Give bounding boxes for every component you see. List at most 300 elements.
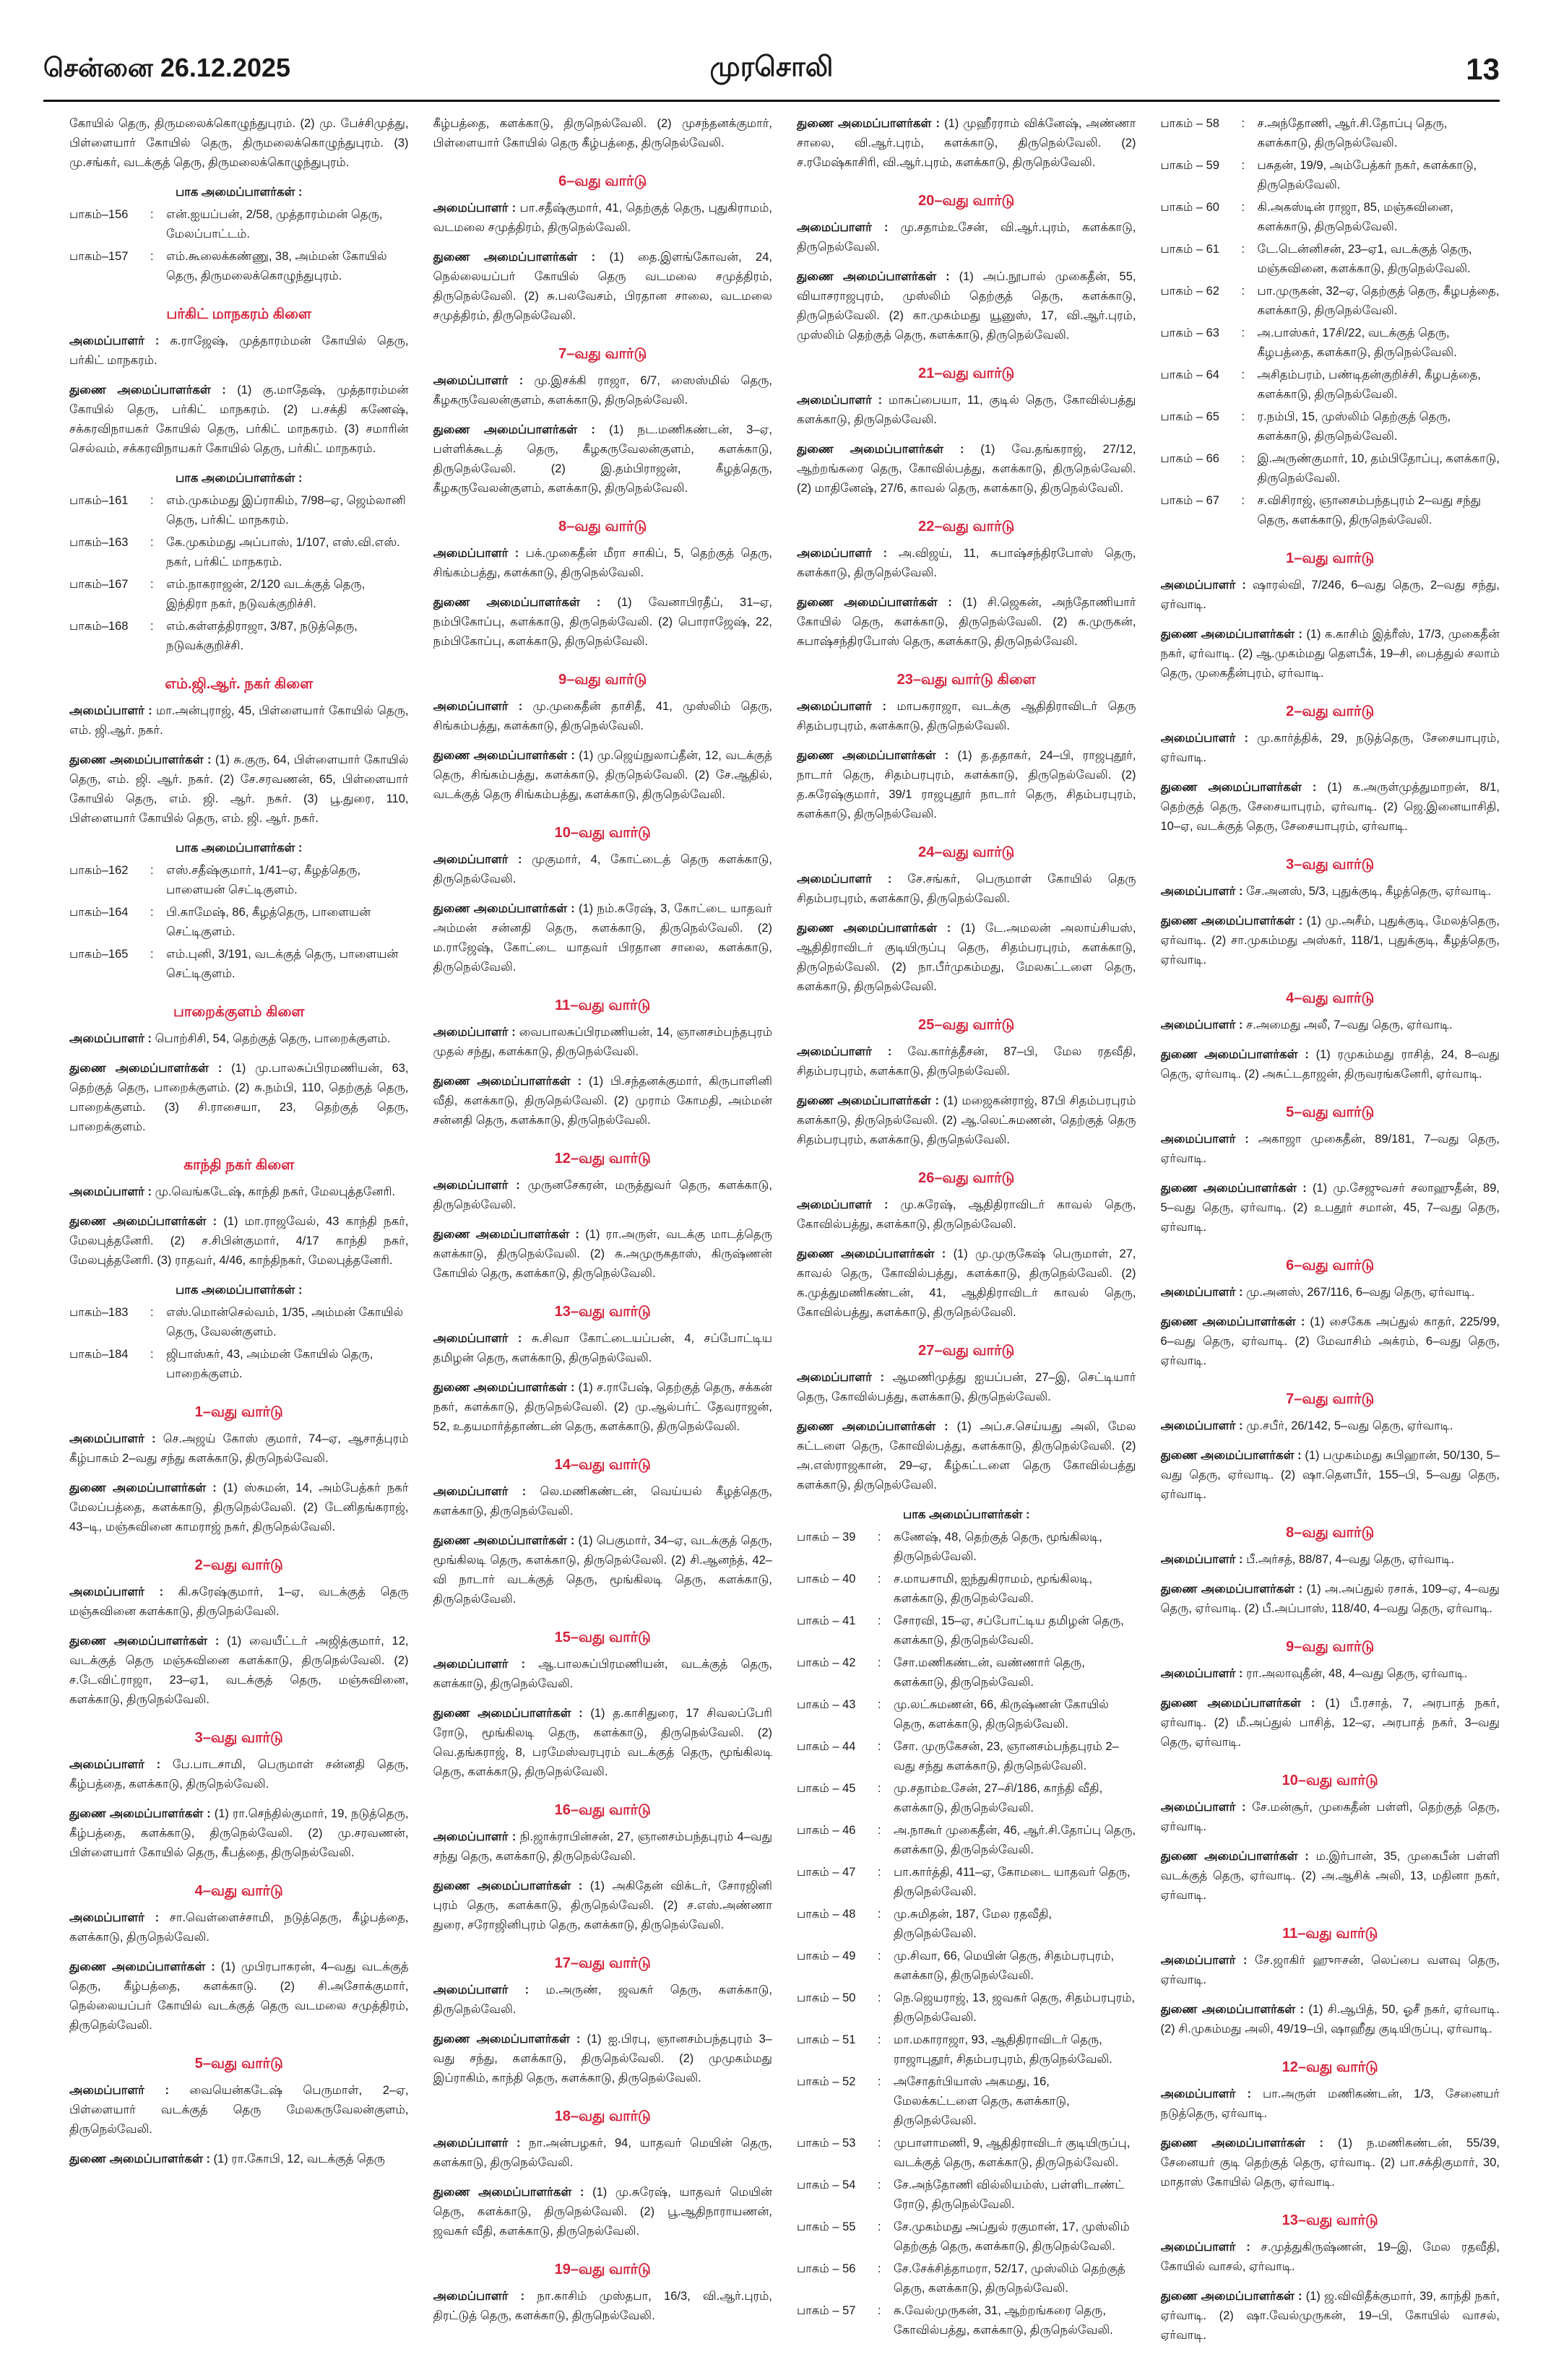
entry-value: (1) பமுகம்மது சுபிஹான், 50/130, 5–வது தெரு, ஏர்வாடி. (2) ஷா.தௌபீர், 155–பி, 5–வது தெரு, ஏர்வாடி. [1160,1449,1500,1501]
list-item: பாகம்–156 : என்.ஐயப்பன், 2/58, முத்தாரம்மன் தெரு, மேலப்பாட்டம். [69,205,409,244]
part-value: ஜிபாஸ்கர், 43, அம்மன் கோயில் தெரு, பாறைக்குளம். [166,1348,373,1380]
deputy-entry [797,114,1136,173]
entry-value: பே.பாடசாமி, பெருமாள் சன்னதி தெரு, கீழ்பத்தை, களக்காடு, திருநெல்வேலி. [69,1758,409,1791]
organiser-entry [433,697,773,736]
deputy-entry [797,593,1136,652]
ward-heading: 13–வது வார்டு [1281,2212,1378,2228]
part-value: எம்.முகம்மது இப்ராகிம், 7/98–ஏ, ஜெம்லானி தெரு, பர்கிட் மாநகரம். [166,494,406,527]
entry-label: அமைப்பாளர் : [433,1332,522,1345]
organiser-entry [433,544,773,583]
entry-label: துணை அமைப்பாளர்கள் : [433,749,575,762]
entry-label: அமைப்பாளர் : [433,2290,525,2303]
ward-heading: 21–வது வார்டு [918,365,1015,381]
entry-label: துணை அமைப்பாளர்கள் : [433,1228,579,1241]
entry-label: அமைப்பாளர் : [797,1198,889,1211]
organiser-entry [797,544,1136,583]
column-text: கீழ்பத்தை, களக்காடு, திருநெல்வேலி. (2) முசந்தனக்குமார், பிள்ளையார் கோயில் தெரு கீழ்பத்தை, திருநெல்வேலி. [433,117,772,150]
entry-value: (1) ஸ்சுமன், 14, அம்பேத்கர் நகர் மேலப்பத்தை, களக்காடு, திருநெல்வேலி. (2) டேனிதங்கராஜ், 43–டி, மஞ்சுவினை காமராஜ் நகர், திருநெல்வேலி. [69,1481,409,1533]
organiser-entry [433,1176,773,1215]
part-number: பாகம்–184 [69,1348,129,1361]
entry-value: (1) மு.அசீம், புதுக்குடி, மேலத்தெரு, ஏர்வாடி. (2) சா.முகம்மது அஸ்கர், 118/1, புதுக்குடி, கீழத்தெரு, ஏர்வாடி. [1160,914,1500,966]
organiser-entry [69,1429,409,1468]
organiser-entry [433,1329,773,1368]
organiser-entry [433,1482,773,1521]
entry-label: அமைப்பாளர் : [69,1758,161,1771]
entry-value: (1) சைகேக அப்துல் காதர், 225/99, 6–வது தெரு, ஏர்வாடி. (2) மேவாசிம் அக்ரம், 6–வது தெரு, ஏர்வாடி. [1160,1315,1500,1367]
deputy-entry [797,1091,1136,1150]
deputy-entry [433,1531,773,1609]
part-number: பாகம்–156 [69,208,129,221]
ward-heading: 4–வது வார்டு [1286,990,1375,1006]
organiser-entry [69,1182,409,1202]
entry-label: அமைப்பாளர் : [69,1911,160,1924]
entry-label: அமைப்பாளர் : [69,1432,156,1445]
ward-heading: 7–வது வார்டு [558,346,647,362]
organiser-entry [1161,1550,1500,1570]
entry-label: துணை அமைப்பாளர்கள் : [433,2033,581,2046]
part-value: பா.முருகன், 32–ஏ, தெற்குத் தெரு, கீழபத்தை, களக்காடு, திருநெல்வேலி. [1257,285,1500,317]
entry-label: துணை அமைப்பாளர்கள் : [433,1075,582,1088]
deputy-entry [1161,1580,1500,1619]
part-value: எம்.கூலைக்கண்ணு, 38, அம்மன் கோயில் தெரு, திருமலைக்கொழுந்துபுரம். [166,250,387,282]
part-number: பாகம்–162 [69,864,129,877]
entry-label: துணை அமைப்பாளர்கள் : [69,1215,217,1228]
ward-heading: 10–வது வார்டு [554,825,651,841]
deputy-entry [1161,625,1500,683]
masthead [43,48,1500,91]
deputy-entry [1161,1312,1500,1371]
part-number: பாகம் – 43 [797,1698,856,1711]
list-item: பாகம் – 48 : மு.சுமிதன், 187, மேல ரதவீதி, திருநெல்வேலி. [797,1905,1136,1944]
entry-value: (1) நம்.சுரேஷ், 3, கோட்டை யாதவர் அம்மன் சன்னதி தெரு, களக்காடு, திருநெல்வேலி. (2) ம.ராஜேஷ், கோட்டை யாதவர் பிரதான சாலை, களக்காடு, திருநெல்வேலி. [433,902,772,974]
entry-label: துணை அமைப்பாளர்கள் : [69,753,212,766]
section-heading: பாறைக்குளம் கிளை [173,1004,305,1020]
list-item: பாகம்–161 : எம்.முகம்மது இப்ராகிம், 7/98–ஏ, ஜெம்லானி தெரு, பர்கிட் மாநகரம். [69,491,409,530]
list-item: பாகம்–163 : கே.முகம்மது அப்பாஸ், 1/107, எஸ்.வி.எஸ். நகர், பர்கிட் மாநகரம். [69,533,409,572]
part-number: பாகம் – 64 [1160,368,1219,381]
deputy-entry [69,1479,409,1537]
part-value: ச.மாயசாமி, ஐந்துகிராமம், மூங்கிலடி, களக்காடு, திருநெல்வேலி. [894,1572,1093,1605]
list-item: பாகம் – 57 : சு.வேல்முருகன், 31, ஆற்றங்கரை தெரு, கோவில்பத்து, களக்காடு, திருநெல்வேலி. [797,2301,1136,2340]
deputy-entry [69,1059,409,1137]
entry-value: மா.அன்புராஜ், 45, பிள்ளையார் கோயில் தெரு, எம். ஜி.ஆர். நகர். [69,704,409,737]
list-item: பாகம்–164 : பி.காமேஷ், 86, கீழத்தெரு, பாளையன் செட்டிகுளம். [69,903,409,942]
ward-heading: 13–வது வார்டு [554,1304,651,1320]
organiser-entry [1161,1130,1500,1169]
entry-value: மு.இசக்கி ராஜா, 6/7, ஸைஸ்மில் தெரு, கீழகருவேலன்குளம், களக்காடு, திருநெல்வேலி. [433,374,772,407]
entry-label: அமைப்பாளர் : [1160,1553,1243,1566]
deputy-entry [433,1704,773,1782]
entry-label: துணை அமைப்பாளர்கள் : [433,1879,583,1892]
organiser-entry [1161,1798,1500,1837]
entry-label: அமைப்பாளர் : [69,334,160,347]
subheading: பாக அமைப்பாளர்கள் : [176,186,303,199]
ward-heading: 1–வது வார்டு [194,1404,283,1420]
entry-value: மு.சதாம்உசேன், வி.ஆர்.புரம், களக்காடு, திருநெல்வேலி. [797,221,1136,254]
part-number: பாகம் – 40 [797,1572,856,1585]
entry-label: அமைப்பாளர் : [69,1185,152,1198]
list-item: பாகம் – 52 : அசோதர்பியாஸ் அகமது, 16, மேலக்கட்டளை தெரு, களக்காடு, திருநெல்வேலி. [797,2072,1136,2131]
organiser-entry [1161,1664,1500,1684]
entry-label: துணை அமைப்பாளர்கள் : [1160,628,1302,641]
deputy-entry [433,746,773,805]
ward-heading: 2–வது வார்டு [194,1557,283,1573]
entry-value: சு.சிவா கோட்டையப்பன், 4, சப்போட்டிய தமிழன் தெரு, களக்காடு, திருநெல்வேலி. [433,1332,772,1364]
part-value: கி.அகஸ்டின் ராஜா, 85, மஞ்சுவினை, களக்காடு, திருநெல்வேலி. [1257,201,1453,233]
entry-label: அமைப்பாளர் : [433,1026,516,1039]
list-item: பாகம்–167 : எம்.நாகராஜன், 2/120 வடக்குத் தெரு, இந்திரா நகர், நடுவக்குறிச்சி. [69,575,409,614]
part-value: மா.மகாராஜா, 93, ஆதிதிராவிடர் தெரு, ராஜாபுதூர், சிதம்பரபுரம், திருநெல்வேலி. [894,2033,1112,2066]
deputy-entry [69,381,409,459]
part-value: சே.சேக்சித்தாமரா, 52/17, முஸ்லிம் தெற்குத் தெரு, களக்காடு, திருநெல்வேலி. [894,2262,1125,2295]
part-number: பாகம் – 51 [797,2033,856,2046]
entry-label: அமைப்பாளர் : [1160,1954,1248,1967]
entry-value: மு.சபீர், 26/142, 5–வது தெரு, ஏர்வாடி. [1246,1419,1453,1432]
entry-value: (1) சி.ஜெகன், அந்தோணியார் கோயில் தெரு, களக்காடு, திருநெல்வேலி. (2) சு.முருகன், சுபாஷ்சந்திரபோஸ் தெரு, களக்காடு, திருநெல்வேலி. [797,596,1136,648]
entry-label: துணை அமைப்பாளர்கள் : [433,1534,575,1547]
deputy-entry [797,919,1136,997]
part-number: பாகம் – 47 [797,1866,856,1879]
entry-label: அமைப்பாளர் : [433,202,517,215]
entry-value: (1) ரா.கோபி, 12, வடக்குத் தெரு [213,2152,385,2165]
ward-heading: 17–வது வார்டு [554,1955,651,1971]
entry-value: (1) அப்.நூபால் முகைதீன், 55, வியாசராஜபுரம், முஸ்லிம் தெற்குத் தெரு, களக்காடு, திருநெல்வேலி. (2) கா.முகம்மது யூனுஸ், 17, வி.ஆர்.புரம், முஸ்லிம் தெற்குத் தெரு, களக்காடு, திருநெல்வேலி. [797,270,1136,342]
entry-value: (1) ஜ.விவிதீக்குமார், 39, காந்தி நகர், ஏர்வாடி. (2) ஷா.வேல்முருகன், 19–பி, கோயில் வாசல், ஏர்வாடி. [1160,2290,1500,2342]
part-number: பாகம்–165 [69,948,129,961]
part-number: பாகம் – 60 [1160,201,1219,214]
entry-label: துணை அமைப்பாளர்கள் : [797,1247,946,1260]
list-item: பாகம் – 53 : முபாளாமணி, 9, ஆதிதிராவிடர் குடியிருப்பு, வடக்குத் தெரு, களக்காடு, திருநெல்வேலி. [797,2134,1136,2173]
entry-label: துணை அமைப்பாளர்கள் : [1160,781,1317,794]
entry-value: (1) மு.சுரேஷ், யாதவர் மெயின் தெரு, களக்காடு, திருநெல்வேலி. (2) பூ.ஆதிநாராயணன், ஜவகர் வீதி, களக்காடு, திருநெல்வேலி. [433,2186,772,2238]
entry-value: நி.ஜாக்ராபின்சன், 27, ஞானசம்பந்தபுரம் 4–வது சந்து தெரு, களக்காடு, திருநெல்வேலி. [433,1830,772,1863]
entry-label: அமைப்பாளர் : [1160,1801,1246,1814]
entry-label: துணை அமைப்பாளர்கள் : [797,1094,939,1107]
entry-value: அ.விஜய், 11, சுபாஷ்சந்திரபோஸ் தெரு, களக்காடு, திருநெல்வேலி. [797,547,1136,579]
entry-label: அமைப்பாளர் : [797,700,886,713]
entry-value: (1) வேனாபிரதீப், 31–ஏ, நம்பிகோப்பு, களக்காடு, திருநெல்வேலி. (2) பொராஜேஷ், 22, நம்பிகோப்பு, களக்காடு, திருநெல்வேலி. [433,596,772,648]
list-item: பாகம் – 62 : பா.முருகன், 32–ஏ, தெற்குத் தெரு, கீழபத்தை, களக்காடு, திருநெல்வேலி. [1161,282,1500,321]
ward-heading: 8–வது வார்டு [1286,1525,1375,1541]
entry-label: அமைப்பாளர் : [69,704,152,717]
list-item: பாகம்–184 : ஜிபாஸ்கர், 43, அம்மன் கோயில் தெரு, பாறைக்குளம். [69,1345,409,1384]
ward-heading: 19–வது வார்டு [554,2262,651,2277]
entry-value: (1) மு.பாலசுப்பிரமணியன், 63, தெற்குத் தெரு, பாறைக்குளம். (2) சு.நம்பி, 110, தெற்குத் தெரு, பாறைக்குளம். (3) சி.ராசையா, 23, தெற்குத் தெரு, பாறைக்குளம். [69,1062,409,1133]
part-number: பாகம்–164 [69,906,129,919]
entry-value: ரா.அலாவுதீன், 48, 4–வது தெரு, ஏர்வாடி. [1246,1667,1468,1680]
entry-value: (1) ந.மணிகண்டன், 55/39, சேனையர் குடி தெற்குத் தெரு, ஏர்வாடி. (2) பா.சக்திகுமார், 30, மாதாஸ் கோயில் தெரு, ஏர்வாடி. [1160,2137,1500,2189]
list-item: பாகம் – 60 : கி.அகஸ்டின் ராஜா, 85, மஞ்சுவினை, களக்காடு, திருநெல்வேலி. [1161,198,1500,237]
part-number: பாகம் – 62 [1160,285,1219,298]
entry-value: (1) சி.ஆபித், 50, ஓசீ நகர், ஏர்வாடி. (2) சி.முகம்மது அலி, 49/19–பி, ஷாஹீது குடியிருப்பு, ஏர்வாடி. [1160,2003,1500,2035]
entry-label: அமைப்பாளர் : [1160,1667,1243,1680]
list-item: பாகம் – 56 : சே.சேக்சித்தாமரா, 52/17, முஸ்லிம் தெற்குத் தெரு, களக்காடு, திருநெல்வேலி. [797,2259,1136,2298]
entry-label: அமைப்பாளர் : [797,221,889,234]
entry-value: (1) சு.குரு, 64, பிள்ளையார் கோயில் தெரு, எம். ஜி. ஆர். நகர். (2) சே.சரவணன், 65, பிள்ளையார் கோயில் தெரு, எம். ஜி. ஆர். நகர். (3) பூ.துரை, 110, பிள்ளையார் கோயில் தெரு, எம். ஜி. ஆர். நகர். [69,753,409,825]
organiser-entry [69,1583,409,1622]
column-2 [433,114,773,2351]
deputy-entry [433,2030,773,2088]
entry-value: க.ராஜேஷ், முத்தாரம்மன் கோயில் தெரு, பர்கிட் மாநகரம். [69,334,409,367]
part-number: பாகம்–168 [69,620,129,633]
entry-label: துணை அமைப்பாளர்கள் : [1160,2290,1302,2303]
entry-label: துணை அமைப்பாளர்கள் : [797,1420,948,1433]
list-item: பாகம் – 41 : சோரவி, 15–ஏ, சப்போட்டிய தமிழன் தெரு, களக்காடு, திருநெல்வேலி. [797,1611,1136,1650]
entry-value: (1) க.காசிம் இத்ரீஸ், 17/3, முகைதீன் நகர், ஏர்வாடி. (2) ஆ.முகம்மது தௌபீக், 19–சி, பைத்துல் சலாம் தெரு, முகைதீன்புரம், ஏர்வாடி. [1160,628,1500,680]
list-item: பாகம் – 45 : மு.சதாம்உசேன், 27–சி/186, காந்தி வீதி, களக்காடு, திருநெல்வேலி. [797,1779,1136,1818]
list-item: பாகம் – 59 : பசுதன், 19/9, அம்பேத்கர் நகர், களக்காடு, திருநெல்வேலி. [1161,156,1500,195]
deputy-entry [1161,1045,1500,1084]
entry-label: அமைப்பாளர் : [433,853,522,866]
ward-heading: 12–வது வார்டு [1281,2059,1378,2075]
part-value: முபாளாமணி, 9, ஆதிதிராவிடர் குடியிருப்பு, வடக்குத் தெரு, களக்காடு, திருநெல்வேலி. [894,2137,1131,2169]
part-value: எம்.புனி, 3/191, வடக்குத் தெரு, பாளையன் செட்டிகுளம். [166,948,399,980]
entry-label: துணை அமைப்பாளர்கள் : [69,1481,217,1494]
ward-heading: 8–வது வார்டு [558,519,647,535]
part-number: பாகம் – 61 [1160,243,1219,256]
subheading: பாக அமைப்பாளர்கள் : [176,1284,303,1297]
entry-value: ஆ.பாலசுப்பிரமணியன், வடக்குத் தெரு, களக்காடு, திருநெல்வேலி. [433,1658,772,1690]
entry-value: முருனசேகரன், மருத்துவர் தெரு, களக்காடு, திருநெல்வேலி. [433,1179,772,1211]
entry-value: (1) அ.அப்துல் ரசாக், 109–ஏ, 4–வது தெரு, ஏர்வாடி. (2) பீ.அப்பாஸ், 118/40, 4–வது தெரு, ஏர்வாடி. [1160,1583,1500,1615]
entry-label: அமைப்பாளர் : [1160,579,1246,592]
organiser-entry [797,218,1136,257]
part-number: பாகம் – 53 [797,2137,856,2150]
part-value: மு.லட்சுமணன், 66, கிருஷ்ணன் கோயில் தெரு, களக்காடு, திருநெல்வேலி. [894,1698,1109,1731]
entry-value: (1) அகிதேன் விக்டர், சோரஜினி புரம் தெரு, களக்காடு, திருநெல்வேலி. (2) ச.எஸ்.அண்ணா துரை, சரோஜினிபுரம் தெரு, களக்காடு, திருநெல்வேலி. [433,1879,772,1931]
deputy-entry [69,1632,409,1710]
entry-value: (1) பீ.ரசாத், 7, அரபாத் நகர், ஏர்வாடி. (2) மீ.அப்துல் பாசித், 12–ஏ, அரபாத் நகர், 3–வது தெரு, ஏர்வாடி. [1160,1697,1500,1749]
entry-value: (1) த.ததாகர், 24–பி, ராஜபுதூர், நாடார் தெரு, சிதம்பரபுரம், களக்காடு, திருநெல்வேலி. (2) த.சுரேஷ்குமார், 39/1 ராஜபுதூர் நாடார் தெரு, சிதம்பரபுரம், களக்காடு, திருநெல்வேலி. [797,749,1136,821]
organiser-entry [433,2134,773,2173]
entry-value: பொற்சிசி, 54, தெற்குத் தெரு, பாறைக்குளம். [155,1032,391,1045]
list-item: பாகம் – 39 : கணேஷ், 48, தெற்குத் தெரு, மூங்கிலடி, திருநெல்வேலி. [797,1528,1136,1567]
entry-label: அமைப்பாளர் : [1160,2087,1251,2100]
part-number: பாகம் – 42 [797,1656,856,1669]
list-item: பாகம்–168 : எம்.கள்ளத்திராஜா, 3/87, நடுத்தெரு, நடுவக்குறிச்சி. [69,617,409,656]
entry-label: துணை அமைப்பாளர்கள் : [69,1960,215,1973]
part-value: மு.சிவா, 66, மெயின் தெரு, சிதம்பரபுரம், களக்காடு, திருநெல்வேலி. [894,1950,1115,1982]
deputy-entry [69,1212,409,1271]
subheading: பாக அமைப்பாளர்கள் : [176,472,303,485]
list-item: பாகம்–183 : எஸ்.மொன்செல்வம், 1/35, அம்மன் கோயில் தெரு, வேலன்குளம். [69,1303,409,1342]
part-value: நெ.ஜெயராஜ், 13, ஜவகர் தெரு, சிதம்பரபுரம், திருநெல்வேலி. [894,1991,1136,2024]
column-4 [1161,114,1500,2351]
ward-heading: 3–வது வார்டு [194,1730,283,1746]
list-item: பாகம் – 43 : மு.லட்சுமணன், 66, கிருஷ்ணன் கோயில் தெரு, களக்காடு, திருநெல்வேலி. [797,1695,1136,1734]
part-number: பாகம் – 44 [797,1740,856,1753]
entry-value: அகாஜா முகைதீன், 89/181, 7–வது தெரு, ஏர்வாடி. [1160,1133,1500,1165]
list-item: பாகம் – 58 : ச.அந்தோணி, ஆர்.சி.தோப்பு தெரு, களக்காடு, திருநெல்வேலி. [1161,114,1500,153]
entry-value: (1) மஜைகன்ராஜ், 87பி சிதம்பரபுரம் களக்காடு, திருநெல்வேலி. (2) ஆ.லெட்சுமணன், தெற்குத் தெரு சிதம்பரபுரம், களக்காடு, திருநெல்வேலி. [797,1094,1136,1146]
entry-label: அமைப்பாளர் : [433,547,519,560]
entry-label: துணை அமைப்பாளர்கள் : [1160,1315,1305,1328]
entry-value: (1) ச.ராபேஷ், தெற்குத் தெரு, சக்கன் நகர், களக்காடு, திருநெல்வேலி. (2) மு.ஆல்பர்ட் தேவராஜன், 52, உதயமார்த்தாண்டன் தெரு, களக்காடு, திருநெல்வேலி. [433,1381,772,1433]
entry-value: (1) ரா.அருள், வடக்கு மாடத்தெரு களக்காடு, திருநெல்வேலி. (2) சு.அமுருகதாஸ், கிருஷ்ணன் கோயில் தெரு, களக்காடு, திருநெல்வேலி. [433,1228,772,1280]
entry-label: அமைப்பாளர் : [1160,1286,1243,1299]
part-value: சே.முகம்மது அப்துல் ரகுமான், 17, முஸ்லிம் தெற்குத் தெரு, களக்காடு, திருநெல்வேலி. [894,2220,1130,2253]
entry-value: (1) நட.மணிகண்டன், 3–ஏ, பள்ளிக்கூடத் தெரு, கீழகருவேலன்குளம், களக்காடு, திருநெல்வேலி. (2) இ.தம்பிராஜன், கீழத்தெரு, கீழகருவேலன்குளம், களக்காடு, திருநெல்வேலி. [433,423,772,495]
entry-label: துணை அமைப்பாளர்கள் : [433,251,596,264]
part-number: பாகம் – 56 [797,2262,856,2275]
entry-label: அமைப்பாளர் : [433,1983,530,1996]
entry-label: அமைப்பாளர் : [1160,885,1243,898]
organiser-entry [433,1023,773,1062]
entry-value: மு.முகைதீன் தாசிதீ, 41, முஸ்லிம் தெரு, சிங்கம்பத்து, களக்காடு, திருநெல்வேலி. [433,700,772,732]
entry-value: நா.அன்பழகர், 94, யாதவர் மெயின் தெரு, களக்காடு, திருநெல்வேலி. [433,2137,772,2169]
part-number: பாகம் – 54 [797,2178,856,2191]
deputy-entry [433,1378,773,1437]
entry-value: (1) அப்.ச.செய்யது அலி, மேல கட்டளை தெரு, கோவில்பத்து, களக்காடு, திருநெல்வேலி. (2) அ.எஸ்ராஜகான், 29–ஏ, கீழ்கட்டளை தெரு கோவில்பத்து களக்காடு, திருநெல்வேலி. [797,1420,1136,1492]
part-value: பி.காமேஷ், 86, கீழத்தெரு, பாளையன் செட்டிகுளம். [166,906,371,938]
list-item: பாகம் – 66 : இ.அருண்குமார், 10, தம்பிதோப்பு, களக்காடு, திருநெல்வேலி. [1161,449,1500,488]
entry-value: வையென்கடேஷ் பெருமாள், 2–ஏ, பிள்ளையார் வடக்குத் தெரு மேலகருவேலன்குளம், திருநெல்வேலி. [69,2084,409,2136]
entry-label: அமைப்பாளர் : [797,547,888,560]
entry-label: அமைப்பாளர் : [433,374,524,387]
entry-label: துணை அமைப்பாளர்கள் : [69,2152,210,2165]
entry-label: அமைப்பாளர் : [797,394,883,407]
organiser-entry [69,1908,409,1947]
entry-label: துணை அமைப்பாளர்கள் : [433,596,601,609]
entry-value: நா.காசிம் முஸ்தபா, 16/3, வி.ஆர்.புரம், திரட்டுத் தெரு, களக்காடு, திருநெல்வேலி. [433,2290,772,2322]
organiser-entry [797,1368,1136,1407]
deputy-entry [69,1957,409,2035]
entry-label: அமைப்பாளர் : [797,1045,892,1058]
deputy-entry [433,1877,773,1935]
part-value: எம்.கள்ளத்திராஜா, 3/87, நடுத்தெரு, நடுவக்குறிச்சி. [166,620,358,652]
part-value: எம்.நாகராஜன், 2/120 வடக்குத் தெரு, இந்திரா நகர், நடுவக்குறிச்சி. [166,578,366,610]
entry-label: துணை அமைப்பாளர்கள் : [1160,914,1303,927]
part-value: சோ.மணிகண்டன், வண்ணார் தெரு, களக்காடு, திருநெல்வேலி. [894,1656,1085,1689]
deputy-entry [1161,1446,1500,1505]
entry-value: மு.அனஸ், 267/116, 6–வது தெரு, ஏர்வாடி. [1246,1286,1475,1299]
deputy-entry [433,248,773,326]
deputy-entry [797,440,1136,498]
ward-heading: 5–வது வார்டு [194,2056,283,2072]
deputy-entry [1161,1179,1500,1237]
entry-value: (1) வையீட்டர் அஜித்குமார், 12, வடக்குத் தெரு மஞ்சுவினை களக்காடு, திருநெல்வேலி. (2) ச.டேவிட்ராஜா, 23–ஏ1, வடக்குத் தெரு, மஞ்சுவினை, களக்காடு, திருநெல்வேலி. [69,1635,409,1706]
part-value: சோ. முருகேசன், 23, ஞானசம்பந்தபுரம் 2–வது சந்து களக்காடு, திருநெல்வேலி. [894,1740,1119,1773]
entry-value: (1) வே.தங்கராஜ், 27/12, ஆற்றங்கரை தெரு, கோவில்பத்து, களக்காடு, திருநெல்வேலி. (2) மாதினேஷ், 27/6, காவல் தெரு, களக்காடு, திருநெல்வேலி. [797,443,1136,495]
part-value: கணேஷ், 48, தெற்குத் தெரு, மூங்கிலடி, திருநெல்வேலி. [894,1531,1102,1563]
entry-label: அமைப்பாளர் : [433,1179,520,1192]
entry-value: (1) டே.அமலன் அலாய்சியஸ், ஆதிதிராவிடர் குடியிருப்பு தெரு, சிதம்பரபுரம், களக்காடு, திருநெல்வேலி. (2) நா.பீர்முகம்மது, மேலகட்டளை தெரு, களக்காடு, திருநெல்வேலி. [797,922,1136,993]
entry-value: ச.அமைது அலீ, 7–வது தெரு, ஏர்வாடி. [1246,1018,1453,1031]
entry-value: செ.அஜய் கோஸ் குமார், 74–ஏ, ஆசாத்புரம் கீழ்பாகம் 2–வது சந்து களக்காடு, திருநெல்வேலி. [69,1432,409,1465]
list-item: பாகம் – 42 : சோ.மணிகண்டன், வண்ணார் தெரு, களக்காடு, திருநெல்வேலி. [797,1653,1136,1692]
section-heading: காந்தி நகர் கிளை [183,1157,295,1173]
entry-label: அமைப்பாளர் : [69,1032,152,1045]
part-value: கே.முகம்மது அப்பாஸ், 1/107, எஸ்.வி.எஸ். நகர், பர்கிட் மாநகரம். [166,536,400,568]
organiser-entry [69,1755,409,1794]
part-value: பசுதன், 19/9, அம்பேத்கர் நகர், களக்காடு, திருநெல்வேலி. [1257,159,1477,191]
entry-label: துணை அமைப்பாளர்கள் : [69,1635,220,1648]
part-number: பாகம் – 50 [797,1991,856,2004]
ward-heading: 23–வது வார்டு கிளை [896,672,1036,688]
part-number: பாகம் – 46 [797,1824,856,1837]
entry-value: பக்.முகைதீன் மீரா சாகிப், 5, தெற்குத் தெரு, சிங்கம்பத்து, களக்காடு, திருநெல்வேலி. [433,547,772,579]
entry-value: பீ.அர்சத், 88/87, 4–வது தெரு, ஏர்வாடி. [1246,1553,1455,1566]
section-heading: எம்.ஜி.ஆர். நகர் கிளை [165,676,314,692]
entry-label: துணை அமைப்பாளர்கள் : [433,1381,575,1394]
entry-label: துணை அமைப்பாளர்கள் : [1160,1697,1315,1710]
entry-value: (1) பெகுமார், 34–ஏ, வடக்குத் தெரு, மூங்கிலடி தெரு, களக்காடு, திருநெல்வேலி. (2) சி.ஆனந்த், 42–வி நாடார் வடக்குத் தெரு, மூங்கிலடி தெரு, களக்காடு, திருநெல்வேலி. [433,1534,772,1606]
entry-value: வைபாலசுப்பிரமணியன், 14, ஞானசம்பந்தபுரம் முதல் சந்து, களக்காடு, திருநெல்வேலி. [433,1026,772,1058]
deputy-entry [1161,1847,1500,1905]
part-value: மு.சுமிதன், 187, மேல ரதவீதி, திருநெல்வேலி. [894,1908,1052,1940]
part-value: சோரவி, 15–ஏ, சப்போட்டிய தமிழன் தெரு, களக்காடு, திருநெல்வேலி. [894,1614,1124,1647]
part-value: சே.அந்தோணி வில்லியம்ஸ், பள்ளிடாண்ட் ரோடு, திருநெல்வேலி. [894,2178,1125,2211]
entry-value: ம.அருண், ஜவகர் தெரு, களக்காடு, திருநெல்வேலி. [433,1983,772,2016]
list-item: பாகம் – 50 : நெ.ஜெயராஜ், 13, ஜவகர் தெரு, சிதம்பரபுரம், திருநெல்வேலி. [797,1989,1136,2028]
entry-value: (1) ஐ.பிரபு, ஞானசம்பந்தபுரம் 3–வது சந்து, களக்காடு, திருநெல்வேலி. (2) முமுகம்மது இப்ராகிம், காந்தி தெரு, களக்காடு, திருநெல்வேலி. [433,2033,772,2085]
organiser-entry [69,332,409,371]
part-value: ர.நம்பி, 15, முஸ்லிம் தெற்குத் தெரு, களக்காடு, திருநெல்வேலி. [1257,410,1451,443]
ward-heading: 2–வது வார்டு [1286,704,1375,719]
column-1 [69,114,409,2351]
part-number: பாகம் – 65 [1160,410,1219,423]
ward-heading: 11–வது வார்டு [1282,1926,1378,1942]
entry-value: (1) தை.இளங்கோவன், 24, நெல்லையப்பர் கோயில் தெரு வடமலை சமுத்திரம், திருநெல்வேலி. (2) சு.பலவேசம், பிரதான சாலை, வடமலை சமுத்திரம், திருநெல்வேலி. [433,251,772,322]
ward-heading: 9–வது வார்டு [558,672,647,688]
ward-heading: 22–வது வார்டு [918,519,1015,535]
part-number: பாகம் – 59 [1160,159,1219,172]
entry-label: துணை அமைப்பாளர்கள் : [797,270,950,283]
entry-value: ஷாரல்வி, 7/246, 6–வது தெரு, 2–வது சந்து, ஏர்வாடி. [1160,579,1500,611]
entry-value: (1) பி.சந்தனக்குமார், கிருபாளினி வீதி, களக்காடு, திருநெல்வேலி. (2) முராம் கோமதி, அம்மன் சன்னதி தெரு, களக்காடு, திருநெல்வேலி. [433,1075,772,1127]
entry-value: (1) மா.ராஜவேல், 43 காந்தி நகர், மேலபுத்தனேரி. (2) ச.சிபின்குமார், 4/17 காந்தி நகர், மேலபுத்தனேரி. (3) ராதவர், 4/46, காந்திநகர், மேலபுத்தனேரி. [69,1215,409,1267]
entry-label: துணை அமைப்பாளர்கள் : [1160,2137,1324,2150]
entry-label: துணை அமைப்பாளர்கள் : [1160,1583,1303,1596]
ward-heading: 6–வது வார்டு [558,173,647,189]
entry-value: முகுமார், 4, கோட்டைத் தெரு களக்காடு, திருநெல்வேலி. [433,853,772,886]
entry-label: துணை அமைப்பாளர்கள் : [797,922,951,935]
entry-value: மு.கார்த்திக், 29, நடுத்தெரு, சேசையாபுரம், ஏர்வாடி. [1160,732,1500,764]
ward-heading: 3–வது வார்டு [1286,857,1375,873]
deputy-entry [1161,2134,1500,2192]
organiser-entry [433,1655,773,1694]
organiser-entry [1161,576,1500,615]
entry-value: சே.அனஸ், 5/3, புதுக்குடி, கீழத்தெரு, ஏர்வாடி. [1246,885,1492,898]
entry-value: (1) த.காசிதுரை, 17 சிவலப்பேரி ரோடு, மூங்கிலடி தெரு, களக்காடு, திருநெல்வேலி. (2) வெ.தங்கராஜ், 8, பரமேஸ்வரபுரம் வடக்குத் தெரு, மூங்கிலடி தெரு, களக்காடு, திருநெல்வேலி. [433,1707,772,1778]
ward-heading: 15–வது வார்டு [554,1630,651,1645]
deputy-entry [797,746,1136,824]
deputy-entry [433,1225,773,1284]
organiser-entry [433,1827,773,1866]
organiser-entry [433,2287,773,2326]
deputy-entry [433,420,773,498]
part-number: பாகம் – 66 [1160,452,1219,465]
entry-label: அமைப்பாளர் : [69,2084,169,2097]
part-number: பாகம் – 41 [797,1614,856,1627]
entry-value: ச.முத்துகிருஷ்ணன், 19–இ, மேல ரதவீதி, கோயில் வாசல், ஏர்வாடி. [1160,2241,1500,2273]
ward-heading: 7–வது வார்டு [1286,1391,1375,1407]
entry-label: அமைப்பாளர் : [1160,2241,1250,2254]
entry-label: துணை அமைப்பாளர்கள் : [1160,1449,1302,1462]
header-rule [43,100,1500,102]
entry-label: துணை அமைப்பாளர்கள் : [797,443,964,456]
entry-value: மு.சுரேஷ், ஆதிதிராவிடர் காவல் தெரு, கோவில்பத்து, களக்காடு, திருநெல்வேலி. [797,1198,1136,1231]
part-value: இ.அருண்குமார், 10, தம்பிதோப்பு, களக்காடு, திருநெல்வேலி. [1257,452,1500,485]
entry-label: துணை அமைப்பாளர்கள் : [69,384,226,397]
entry-value: சே.மன்சூர், முகைதீன் பள்ளி, தெற்குத் தெரு, ஏர்வாடி. [1160,1801,1500,1833]
list-item: பாகம் – 64 : அசிதம்பரம், பண்டிதன்குறிச்சி, கீழபத்தை, களக்காடு, திருநெல்வேலி. [1161,365,1500,404]
entry-label: அமைப்பாளர் : [1160,732,1249,745]
part-number: பாகம் – 48 [797,1908,856,1921]
ward-heading: 11–வது வார்டு [555,998,651,1013]
entry-value: (1) மு.ஜெய்நுலாப்தீன், 12, வடக்குத் தெரு, சிங்கம்பத்து, களக்காடு, திருநெல்வேலி. (2) சே.ஆதில், வடக்குத் தெரு சிங்கம்பத்து, களக்காடு, திருநெல்வேலி. [433,749,772,801]
organiser-entry [1161,882,1500,901]
